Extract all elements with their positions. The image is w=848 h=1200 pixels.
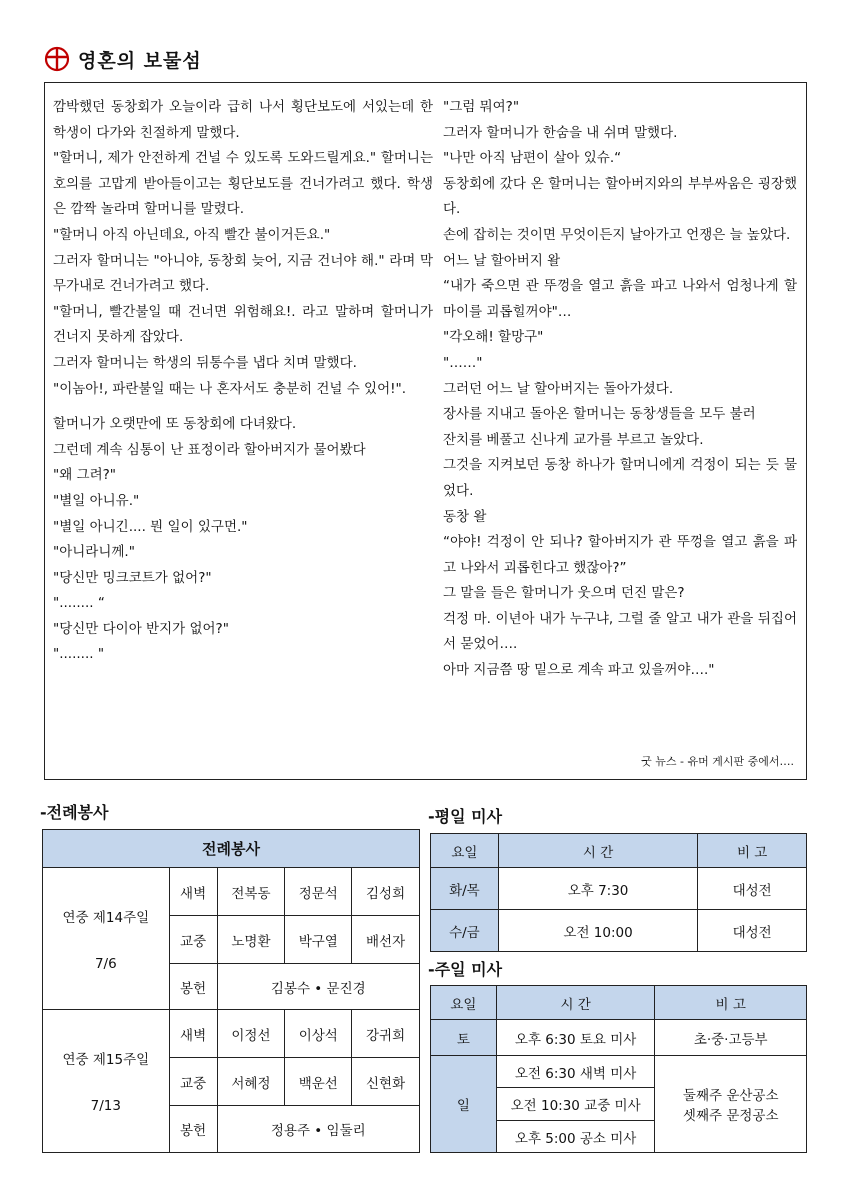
week-name: 연중 제14주일 [62, 909, 150, 926]
week-name: 연중 제15주일 [62, 1052, 150, 1068]
person-cell: 신현화 [352, 1058, 420, 1106]
story-paragraph: "이놈아!, 파란불일 때는 나 혼자서도 충분히 건널 수 있어!". [53, 380, 407, 397]
role-cell: 봉헌 [169, 964, 217, 1010]
liturgy-section-title: -전례봉사 [40, 803, 109, 822]
note-line: 셋째주 문정공소 [682, 1108, 779, 1124]
story-credit: 굿 뉴스 - 유머 게시판 중에서…. [641, 755, 794, 768]
header-cell: 비 고 [655, 986, 807, 1020]
story-paragraph: 동창 왈 [443, 508, 487, 525]
story-paragraph: 잔치를 베풀고 신나게 교가를 부르고 놀았다. [443, 431, 704, 448]
role-cell: 교중 [169, 1058, 217, 1106]
offering-cell: 정용주 • 임둘리 [217, 1106, 419, 1153]
story-paragraph: "할머니, 빨간불일 때 건너면 위험해요!. 라고 말하며 할머니가 건너지 못하게 잡았다. [53, 303, 433, 346]
person-cell: 정문석 [285, 868, 352, 916]
note-cell: 대성전 [698, 910, 807, 952]
offering-cell: 김봉수 • 문진경 [217, 964, 419, 1010]
sunday-mass-section-title: -주일 미사 [428, 960, 503, 979]
story-paragraph: 그러자 할머니가 한숨을 내 쉬며 말했다. [443, 124, 678, 141]
day-cell: 일 [431, 1056, 497, 1153]
weekday-mass-table [430, 833, 807, 952]
note-cell: 대성전 [698, 868, 807, 910]
day-cell: 수/금 [431, 910, 499, 952]
page-title: 영혼의 보물섬 [78, 49, 202, 72]
story-paragraph: "……" [443, 354, 483, 371]
role-cell: 봉헌 [169, 1106, 217, 1153]
story-paragraph: "각오해! 할망구" [443, 329, 544, 346]
time-cell: 오전 6:30 새벽 미사 [496, 1056, 655, 1088]
story-paragraph: 그 말을 들은 할머니가 웃으며 던진 말은? [443, 585, 685, 602]
note-cell: 초·중·고등부 [655, 1020, 807, 1056]
liturgy-table [42, 829, 420, 1153]
role-cell: 새벽 [169, 1010, 217, 1058]
story-paragraph: "별일 아니유." [53, 492, 140, 509]
time-cell: 오후 5:00 공소 미사 [496, 1121, 655, 1153]
role-cell: 새벽 [169, 868, 217, 916]
week-date: 7/13 [90, 1098, 121, 1114]
header-cell: 요일 [431, 834, 499, 868]
day-cell: 토 [431, 1020, 497, 1056]
liturgy-table-title: 전례봉사 [43, 830, 420, 868]
story-paragraph: 그것을 지켜보던 동창 하나가 할머니에게 걱정이 되는 듯 물었다. [443, 457, 797, 499]
story-paragraph: 그러자 할머니는 학생의 뒤통수를 냅다 치며 말했다. [53, 354, 357, 371]
story-paragraph: "할머니 아직 아닌데요, 아직 빨간 불이거든요." [53, 226, 331, 243]
weekday-mass-section-title: -평일 미사 [428, 807, 503, 826]
story-paragraph: "당신만 밍크코트가 없어?" [53, 569, 212, 586]
header-cell: 시 간 [496, 986, 655, 1020]
person-cell: 배선자 [352, 916, 420, 964]
story-paragraph: "그럼 뭐여?" [443, 99, 520, 115]
story-paragraph: "아니라니께." [53, 544, 135, 561]
story-paragraph: “야야! 걱정이 안 되나? 할아버지가 관 뚜껑을 열고 흙을 파고 나와서 괴롭힌다고 했잖아?” [443, 534, 797, 576]
header-cell: 요일 [431, 986, 497, 1020]
header-cell: 비 고 [698, 834, 807, 868]
story-paragraph: "별일 아니긴.... 뭔 일이 있구먼." [53, 518, 248, 535]
story-paragraph: "........ " [53, 646, 105, 663]
time-cell: 오전 10:00 [498, 910, 697, 952]
story-paragraph: 어느 날 할아버지 왈 [443, 252, 561, 269]
day-cell: 화/목 [431, 868, 499, 910]
story-left-column [53, 95, 433, 668]
cross-circle-icon [44, 46, 70, 72]
person-cell: 백운선 [285, 1058, 352, 1106]
story-spacer [53, 402, 433, 412]
week-cell [43, 1010, 170, 1153]
story-paragraph: 그런데 계속 심통이 난 표정이라 할아버지가 물어봤다 [53, 441, 366, 458]
story-paragraph: “내가 죽으면 관 뚜껑을 열고 흙을 파고 나와서 엄청나게 할마이를 괴롭힐꺼야"… [443, 278, 797, 320]
story-paragraph: 그러던 어느 날 할아버지는 돌아가셨다. [443, 380, 674, 397]
story-paragraph: 아마 지금쯤 땅 밑으로 계속 파고 있을꺼야…." [443, 662, 715, 679]
page-heading [44, 44, 202, 74]
story-paragraph: "당신만 다이아 반지가 없어?" [53, 620, 229, 637]
person-cell: 전복동 [217, 868, 285, 916]
person-cell: 노명환 [217, 916, 285, 964]
person-cell: 서혜정 [217, 1058, 285, 1106]
story-paragraph: "........ “ [53, 595, 105, 612]
note-line: 둘째주 운산공소 [682, 1088, 779, 1104]
person-cell: 이정선 [217, 1010, 285, 1058]
story-right-column [443, 95, 797, 684]
story-paragraph: "왜 그려?" [53, 467, 116, 484]
person-cell: 강귀희 [352, 1010, 420, 1058]
story-paragraph: 동창회에 갔다 온 할머니는 할아버지와의 부부싸움은 굉장했다. [443, 175, 797, 218]
story-paragraph: "할머니, 제가 안전하게 건널 수 있도록 도와드릴게요." 할머니는 호의를 고맙게 받아들이고는 횡단보도를 건너가려고 했다. 학생은 깜짝 놀라며 할머니를 말렸다. [53, 150, 433, 218]
story-paragraph: 손에 잡히는 것이면 무엇이든지 날아가고 언쟁은 늘 높았다. [443, 226, 791, 243]
story-paragraph: "나만 아직 남편이 살아 있슈.“ [443, 150, 622, 167]
person-cell: 김성희 [352, 868, 420, 916]
story-paragraph: 깜박했던 동창회가 오늘이라 급히 나서 횡단보도에 서있는데 한 학생이 다가와 친절하게 말했다. [53, 99, 433, 141]
story-paragraph: 그러자 할머니는 "아니야, 동창회 늦어, 지금 건너야 해." 라며 막무가내로 건너가려고 했다. [53, 252, 433, 295]
note-cell [655, 1056, 807, 1153]
story-paragraph: 장사를 지내고 돌아온 할머니는 동창생들을 모두 불러 [443, 406, 756, 423]
time-cell: 오후 7:30 [498, 868, 697, 910]
time-cell: 오전 10:30 교중 미사 [496, 1088, 655, 1121]
role-cell: 교중 [169, 916, 217, 964]
story-paragraph: 할머니가 오랫만에 또 동창회에 다녀왔다. [53, 416, 297, 433]
time-cell: 오후 6:30 토요 미사 [496, 1020, 655, 1056]
week-cell [43, 868, 170, 1010]
story-box [44, 82, 807, 780]
week-date: 7/6 [94, 955, 117, 972]
sunday-mass-table [430, 985, 807, 1153]
person-cell: 박구열 [285, 916, 352, 964]
header-cell: 시 간 [498, 834, 697, 868]
person-cell: 이상석 [285, 1010, 352, 1058]
story-paragraph: 걱정 마. 이년아 내가 누구냐, 그럴 줄 알고 내가 관을 뒤집어서 묻었어…. [443, 610, 797, 653]
